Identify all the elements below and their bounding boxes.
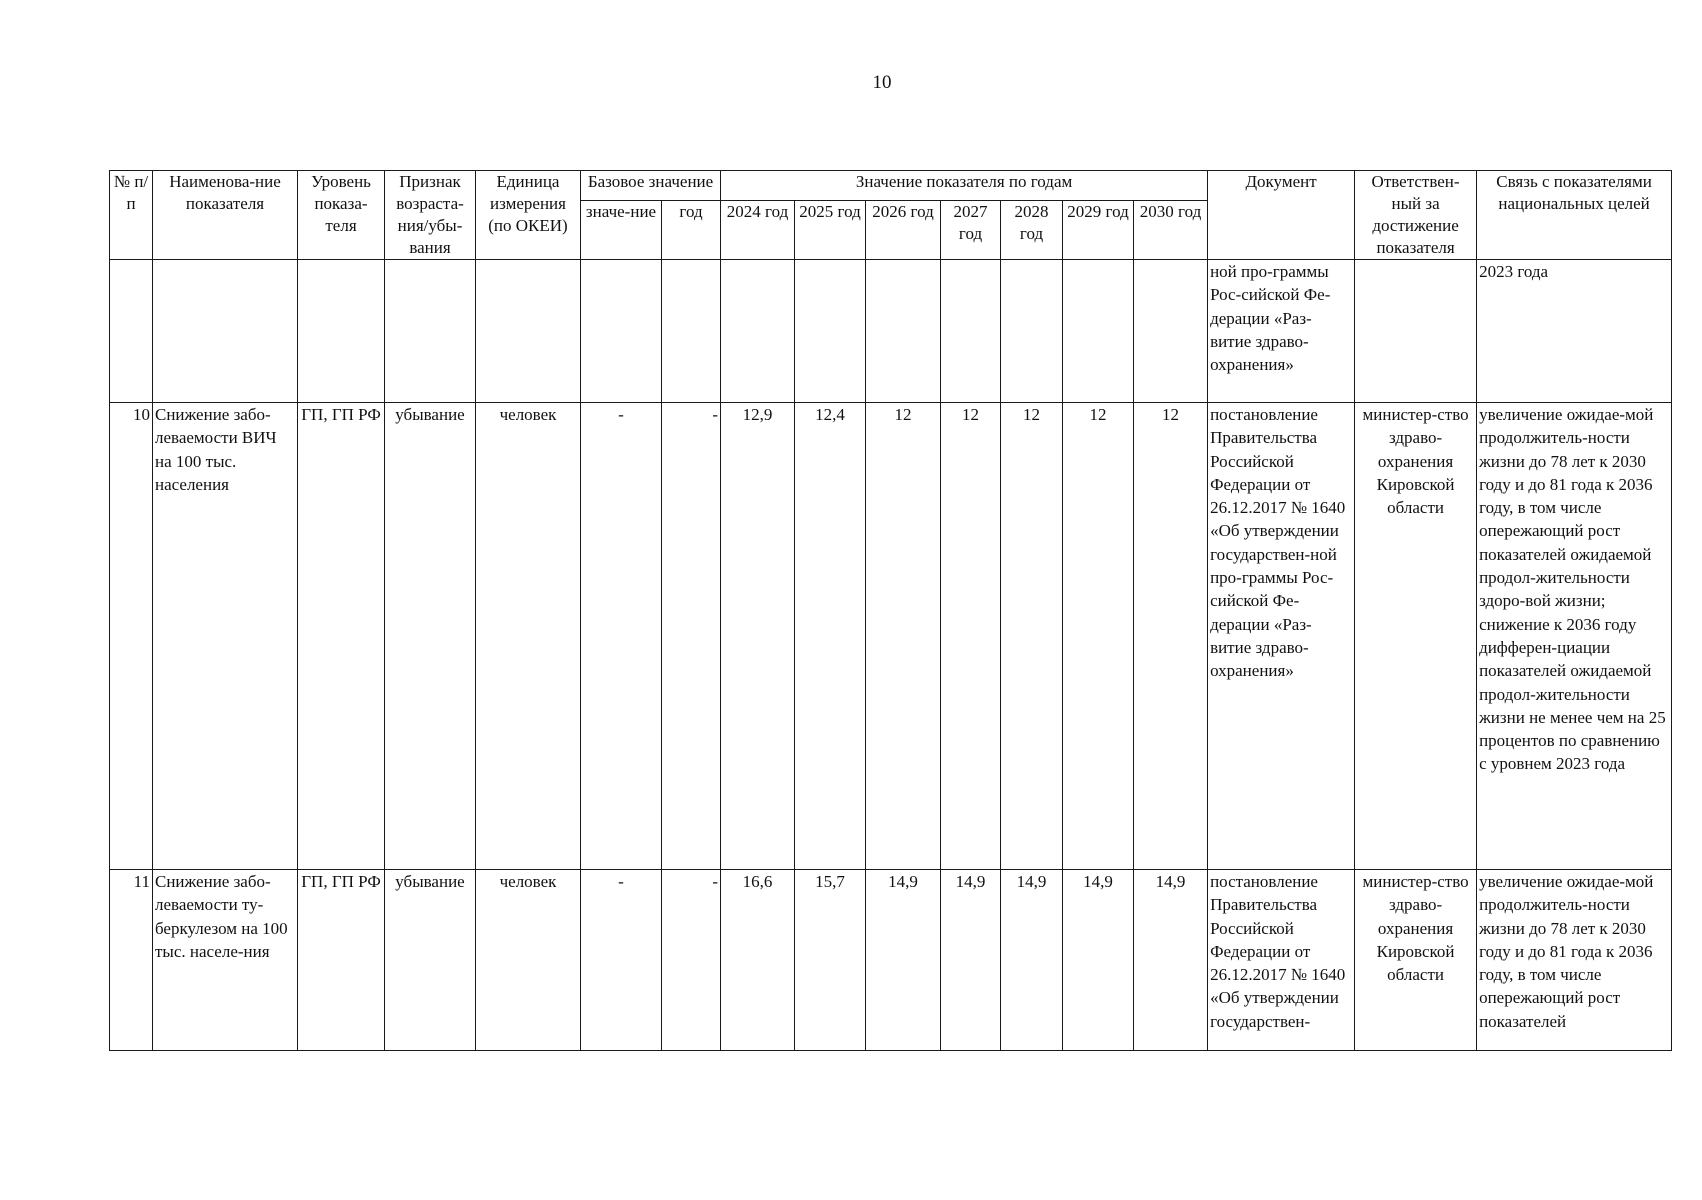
header-unit: Единица измерения (по ОКЕИ)	[476, 171, 581, 260]
header-year-2027: 2027 год	[941, 201, 1001, 260]
row-name: Снижение забо-леваемости ту-беркулезом на 100 тыс. населе-ния	[153, 870, 298, 1051]
table-row	[110, 870, 1672, 1051]
row-trend	[385, 260, 476, 403]
row-value-2026	[866, 260, 941, 403]
header-year-2025: 2025 год	[795, 201, 866, 260]
row-num: 10	[110, 403, 153, 870]
page-number: 10	[872, 72, 892, 93]
row-num	[110, 260, 153, 403]
row-value-2027	[941, 260, 1001, 403]
row-base-year	[662, 260, 721, 403]
header-base-value: значе-ние	[581, 201, 662, 260]
header-year-2029: 2029 год	[1063, 201, 1134, 260]
header-name: Наименова-ние показателя	[153, 171, 298, 260]
header-years-group: Значение показателя по годам	[721, 171, 1208, 201]
row-value-2026: 14,9	[866, 870, 941, 1051]
row-trend: убывание	[385, 403, 476, 870]
row-base-value	[581, 260, 662, 403]
header-year-2028: 2028 год	[1001, 201, 1063, 260]
row-value-2027: 12	[941, 403, 1001, 870]
row-value-2028: 12	[1001, 403, 1063, 870]
header-responsible: Ответствен-ный за достижение показателя	[1355, 171, 1477, 260]
row-unit	[476, 260, 581, 403]
row-value-2028	[1001, 260, 1063, 403]
row-value-2027: 14,9	[941, 870, 1001, 1051]
header-year-2030: 2030 год	[1134, 201, 1208, 260]
table-row	[110, 260, 1672, 403]
row-goals: увеличение ожидае-мой продолжитель-ности жизни до 78 лет к 2030 году и до 81 года к 2036 году, в том числе опережающий рост показателей	[1477, 870, 1672, 1051]
row-document: ной про-граммы Рос-сийской Фе-дерации «Раз-витие здраво-охранения»	[1208, 260, 1355, 403]
row-value-2024	[721, 260, 795, 403]
header-base: Базовое значение	[581, 171, 721, 201]
row-value-2030: 12	[1134, 403, 1208, 870]
row-unit: человек	[476, 403, 581, 870]
row-responsible	[1355, 260, 1477, 403]
row-value-2026: 12	[866, 403, 941, 870]
header-goals: Связь с показателями национальных целей	[1477, 171, 1672, 260]
header-year-2026: 2026 год	[866, 201, 941, 260]
row-base-year: -	[662, 403, 721, 870]
header-trend: Признак возраста-ния/убы-вания	[385, 171, 476, 260]
row-goals: увеличение ожидае-мой продолжитель-ности жизни до 78 лет к 2030 году и до 81 года к 2036 году, в том числе опережающий рост показателей ожидаемой продол-жительности здоро-вой жизни; снижение к 2036 году дифферен-циации показателей ожидаемой продол-жительности жизни не менее чем на 25 процентов по сравнению с уровнем 2023 года	[1477, 403, 1672, 870]
row-value-2029: 14,9	[1063, 870, 1134, 1051]
row-value-2025	[795, 260, 866, 403]
row-value-2030	[1134, 260, 1208, 403]
row-document: постановление Правительства Российской Федерации от 26.12.2017 № 1640 «Об утверждении государствен-	[1208, 870, 1355, 1051]
row-level	[298, 260, 385, 403]
row-unit: человек	[476, 870, 581, 1051]
header-year-2024: 2024 год	[721, 201, 795, 260]
row-value-2025: 15,7	[795, 870, 866, 1051]
row-value-2025: 12,4	[795, 403, 866, 870]
header-level: Уровень показа-теля	[298, 171, 385, 260]
row-value-2029	[1063, 260, 1134, 403]
row-value-2024: 16,6	[721, 870, 795, 1051]
row-value-2028: 14,9	[1001, 870, 1063, 1051]
row-name: Снижение забо-леваемости ВИЧ на 100 тыс. населения	[153, 403, 298, 870]
row-num: 11	[110, 870, 153, 1051]
row-value-2024: 12,9	[721, 403, 795, 870]
row-base-year: -	[662, 870, 721, 1051]
header-document: Документ	[1208, 171, 1355, 260]
header-row-1	[110, 171, 1672, 201]
row-responsible: министер-ство здраво-охранения Кировской области	[1355, 870, 1477, 1051]
header-base-year: год	[662, 201, 721, 260]
row-trend: убывание	[385, 870, 476, 1051]
row-base-value: -	[581, 403, 662, 870]
row-goals: 2023 года	[1477, 260, 1672, 403]
header-num: № п/п	[110, 171, 153, 260]
indicators-table	[109, 170, 1672, 1051]
row-level: ГП, ГП РФ	[298, 870, 385, 1051]
row-value-2029: 12	[1063, 403, 1134, 870]
row-document: постановление Правительства Российской Федерации от 26.12.2017 № 1640 «Об утверждении государствен-ной про-граммы Рос-сийской Фе-дерации «Раз-витие здраво-охранения»	[1208, 403, 1355, 870]
row-value-2030: 14,9	[1134, 870, 1208, 1051]
row-level: ГП, ГП РФ	[298, 403, 385, 870]
table-row	[110, 403, 1672, 870]
row-name	[153, 260, 298, 403]
row-base-value: -	[581, 870, 662, 1051]
row-responsible: министер-ство здраво-охранения Кировской области	[1355, 403, 1477, 870]
